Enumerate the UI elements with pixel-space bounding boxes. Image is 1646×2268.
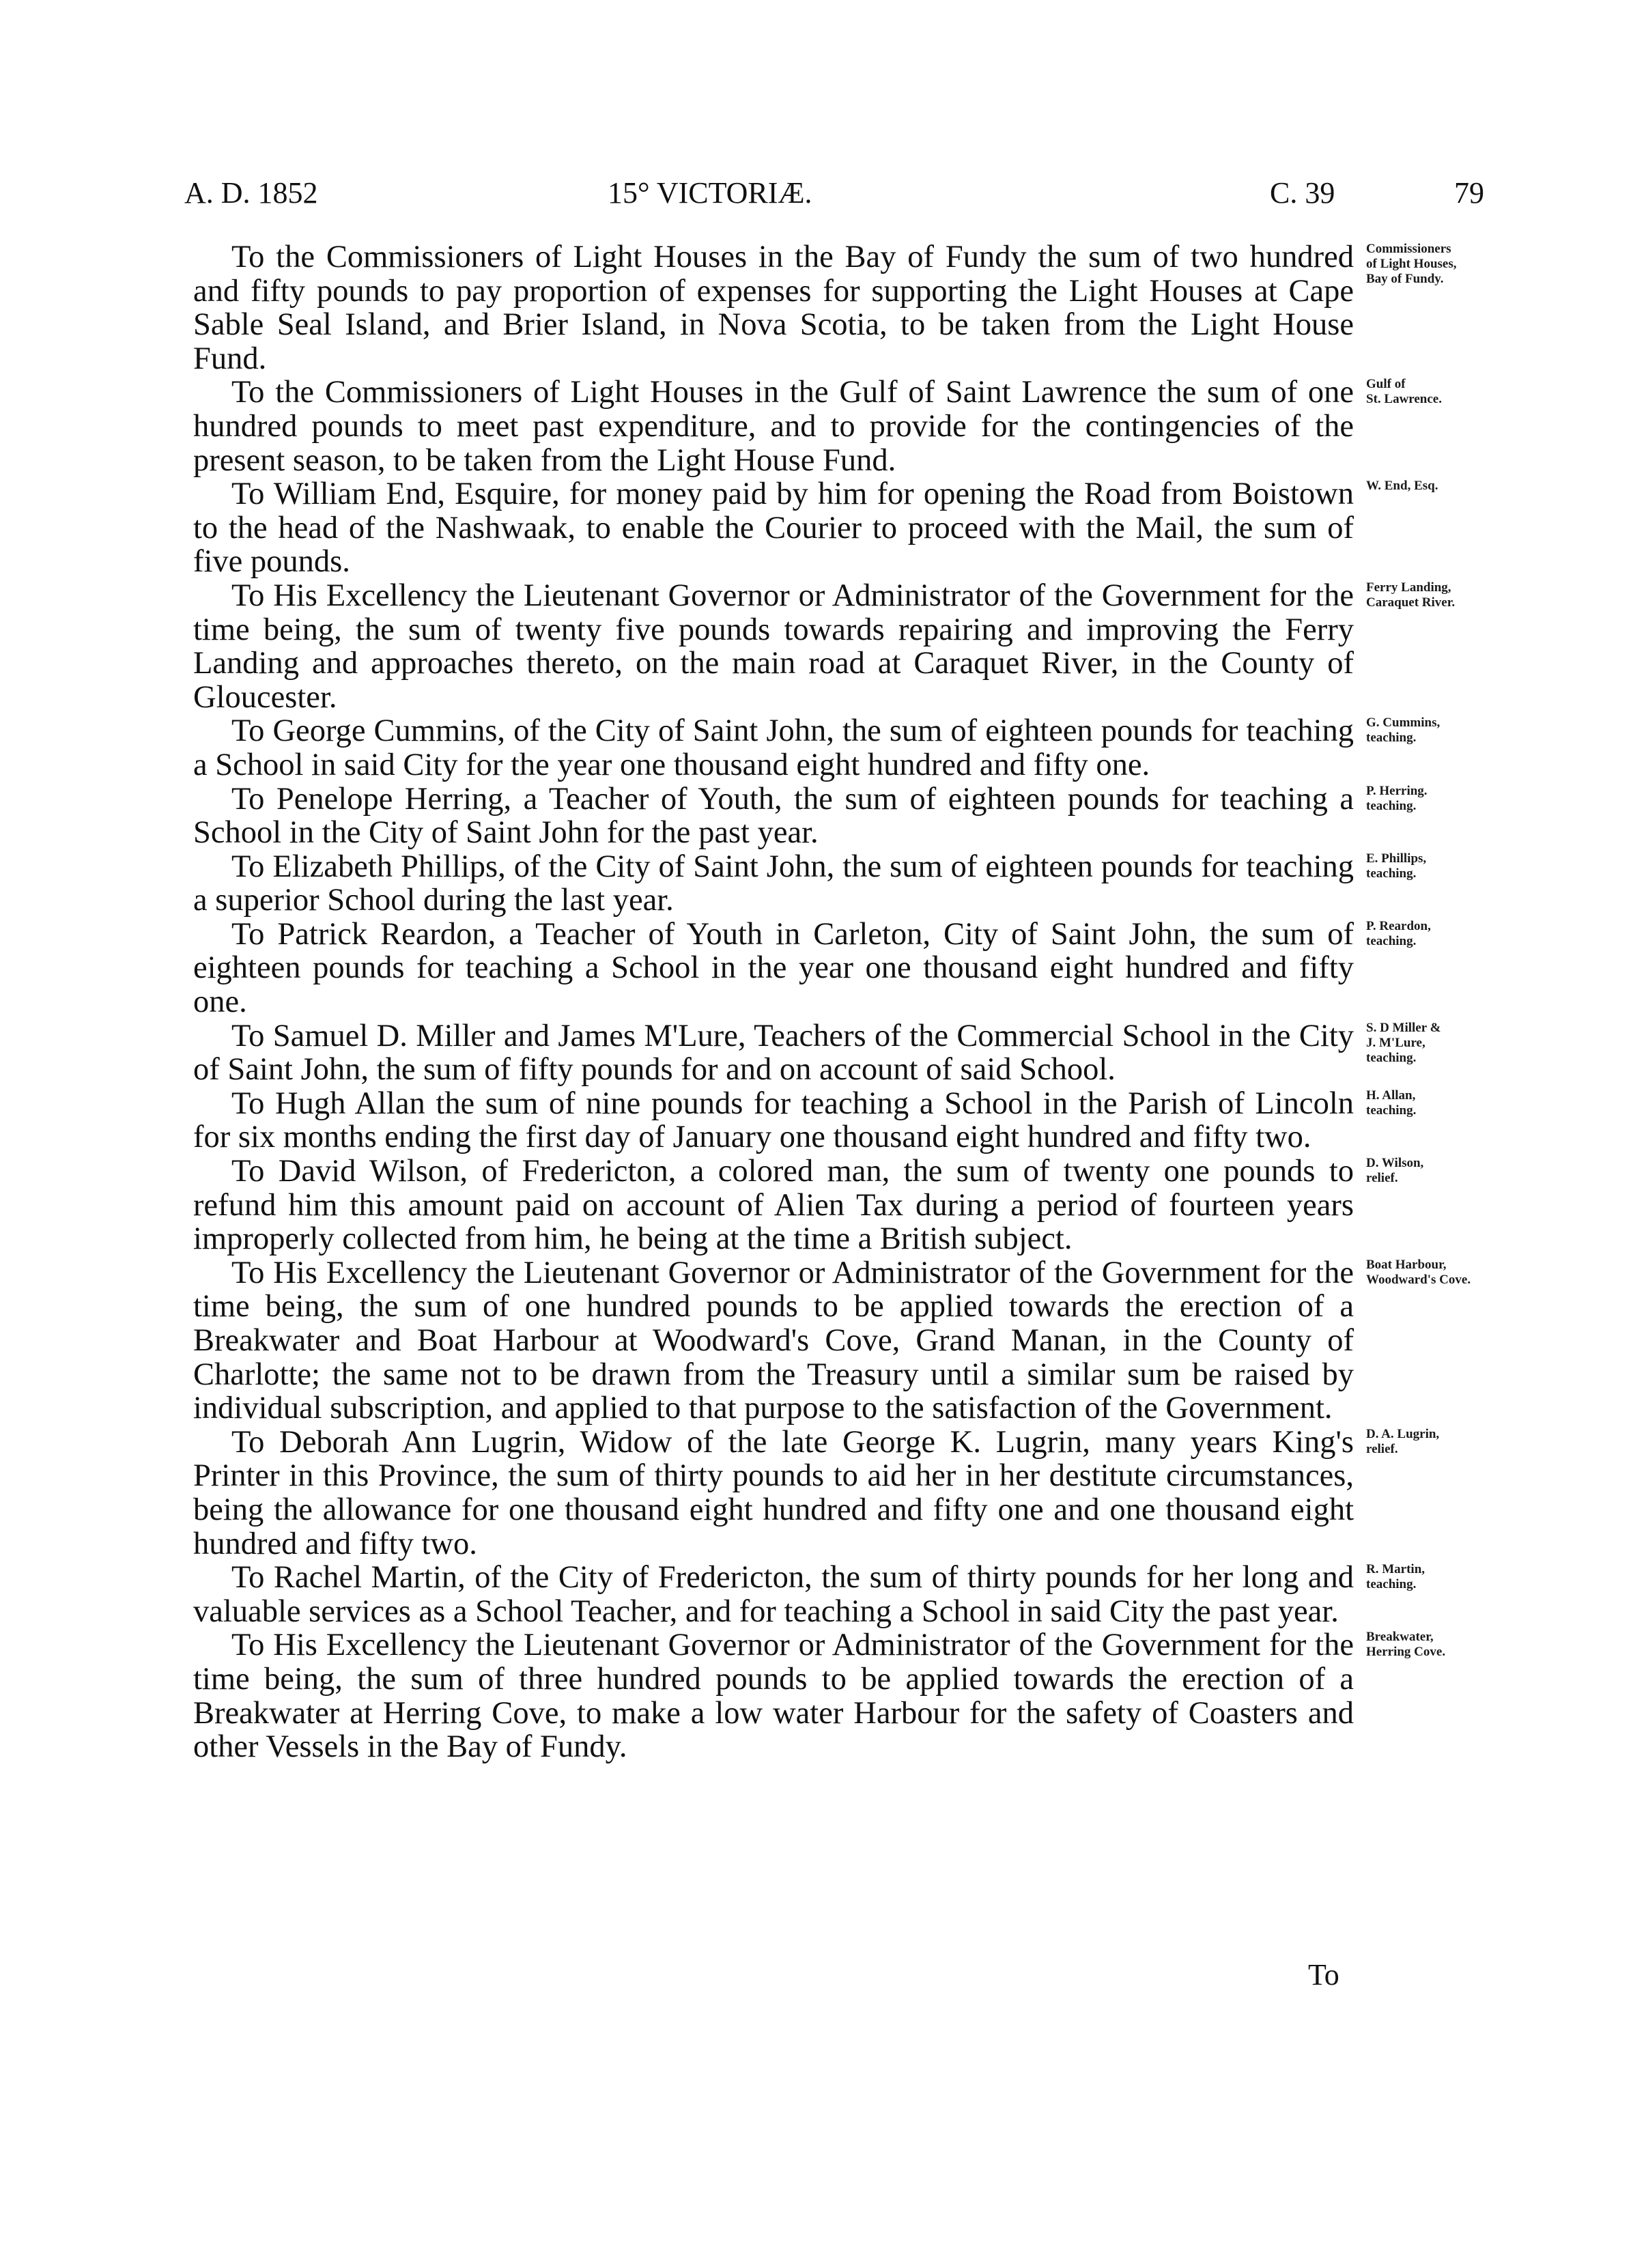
paragraph-text: To George Cummins, of the City of Saint John, the sum of eighteen pounds for teaching a School in said City for the year one thousand eight hundred and fifty one. <box>193 713 1354 782</box>
paragraph-text: To Hugh Allan the sum of nine pounds for teaching a School in the Parish of Lincoln for six months ending the first day of January one thousand eight hundred and fifty two. <box>193 1086 1354 1155</box>
appropriation-paragraph <box>193 1255 1471 1426</box>
paragraph-text: To David Wilson, of Fredericton, a colored man, the sum of twenty one pounds to refund him this amount paid on account of Alien Tax during a period of fourteen years improperly collected from him, he being at the time a British subject. <box>193 1154 1354 1257</box>
appropriation-paragraph <box>193 916 1431 1020</box>
paragraph-text: To His Excellency the Lieutenant Governor or Administrator of the Government for the time being, the sum of three hundred pounds to be applied towards the erection of a Breakwater at Herring Cove, to make a low water Harbour for the safety of Coasters and other Vessels in the Bay of Fundy. <box>193 1628 1354 1765</box>
margin-note: Gulf of St. Lawrence. <box>1366 377 1442 407</box>
catchword: To <box>1308 1958 1339 1991</box>
running-header <box>184 169 1488 217</box>
header-year: A. D. 1852 <box>184 176 318 210</box>
page-body <box>193 240 1471 1765</box>
paragraph-text: To Samuel D. Miller and James M'Lure, Teachers of the Commercial School in the City of Saint John, the sum of fifty pounds for and on account of said School. <box>193 1018 1354 1088</box>
paragraph-text: To Patrick Reardon, a Teacher of Youth in Carleton, City of Saint John, the sum of eighteen pounds for teaching a School in the year one thousand eight hundred and fifty one. <box>193 916 1354 1020</box>
appropriation-paragraph <box>193 1086 1417 1155</box>
paragraph-text: To Penelope Herring, a Teacher of Youth, the sum of eighteen pounds for teaching a School in the City of Saint John for the past year. <box>193 781 1354 851</box>
paragraph-text: To His Excellency the Lieutenant Governor or Administrator of the Government for the time being, the sum of one hundred pounds to be applied towards the erection of a Breakwater and Boat Harbour at Woodward's Cove, Grand Manan, in the County of Charlotte; the same not to be drawn from the Treasury until a similar sum be raised by individual subscription, and applied to that purpose to the satisfaction of the Government. <box>193 1255 1354 1426</box>
margin-note: Boat Harbour, Woodward's Cove. <box>1366 1257 1471 1287</box>
paragraph-text: To Deborah Ann Lugrin, Widow of the late George K. Lugrin, many years King's Printer in this Province, the sum of thirty pounds to aid her in her destitute circumstances, being the allowance for one thousand eight hundred and fifty one and one thousand eight hundred and fifty two. <box>193 1424 1354 1561</box>
margin-note: Ferry Landing, Caraquet River. <box>1366 580 1456 610</box>
paragraph-text: To His Excellency the Lieutenant Governor or Administrator of the Government for the time being, the sum of twenty five pounds towards repairing and improving the Ferry Landing and approaches thereto, on the main road at Caraquet River, in the County of Gloucester. <box>193 578 1354 715</box>
margin-note: P. Reardon, teaching. <box>1366 918 1431 948</box>
margin-note: E. Phillips, teaching. <box>1366 851 1427 881</box>
header-chapter: C. 39 <box>1270 176 1335 210</box>
margin-note: S. D Miller & J. M'Lure, teaching. <box>1366 1020 1441 1065</box>
paragraph-text: To the Commissioners of Light Houses in the Bay of Fundy the sum of two hundred and fifty pounds to pay proportion of expenses for supporting the Light Houses at Cape Sable Seal Island, and Brier Island, in Nova Scotia, to be taken from the Light House Fund. <box>193 240 1354 376</box>
appropriation-paragraph <box>193 713 1441 782</box>
margin-note: H. Allan, teaching. <box>1366 1088 1417 1118</box>
header-reign: 15° VICTORIÆ. <box>608 176 812 210</box>
margin-note: Breakwater, Herring Cove. <box>1366 1630 1446 1660</box>
margin-note: G. Cummins, teaching. <box>1366 715 1441 746</box>
margin-note: W. End, Esq. <box>1366 479 1438 494</box>
appropriation-paragraph <box>193 1560 1425 1629</box>
appropriation-paragraph <box>193 1018 1441 1088</box>
appropriation-paragraph <box>193 477 1438 580</box>
appropriation-paragraph <box>193 240 1457 376</box>
appropriation-paragraph <box>193 578 1456 715</box>
appropriation-paragraph <box>193 781 1428 851</box>
appropriation-paragraph <box>193 1424 1440 1561</box>
paragraph-text: To Rachel Martin, of the City of Fredericton, the sum of thirty pounds for her long and valuable services as a School Teacher, and for teaching a School in said City the past year. <box>193 1560 1354 1629</box>
page-number: 79 <box>1454 176 1484 210</box>
margin-note: P. Herring. teaching. <box>1366 783 1428 813</box>
margin-note: Commissioners of Light Houses, Bay of Fundy. <box>1366 242 1457 286</box>
appropriation-paragraph <box>193 1628 1446 1765</box>
margin-note: D. Wilson, relief. <box>1366 1156 1424 1186</box>
paragraph-text: To William End, Esquire, for money paid by him for opening the Road from Boistown to the head of the Nashwaak, to enable the Courier to proceed with the Mail, the sum of five pounds. <box>193 477 1354 580</box>
margin-note: D. A. Lugrin, relief. <box>1366 1426 1440 1456</box>
paragraph-text: To the Commissioners of Light Houses in the Gulf of Saint Lawrence the sum of one hundred pounds to meet past expenditure, and to provide for the contingencies of the present season, to be taken from the Light House Fund. <box>193 375 1354 478</box>
paragraph-text: To Elizabeth Phillips, of the City of Saint John, the sum of eighteen pounds for teaching a superior School during the last year. <box>193 849 1354 918</box>
margin-note: R. Martin, teaching. <box>1366 1562 1425 1592</box>
appropriation-paragraph <box>193 375 1442 478</box>
appropriation-paragraph <box>193 1154 1424 1257</box>
appropriation-paragraph <box>193 849 1427 918</box>
